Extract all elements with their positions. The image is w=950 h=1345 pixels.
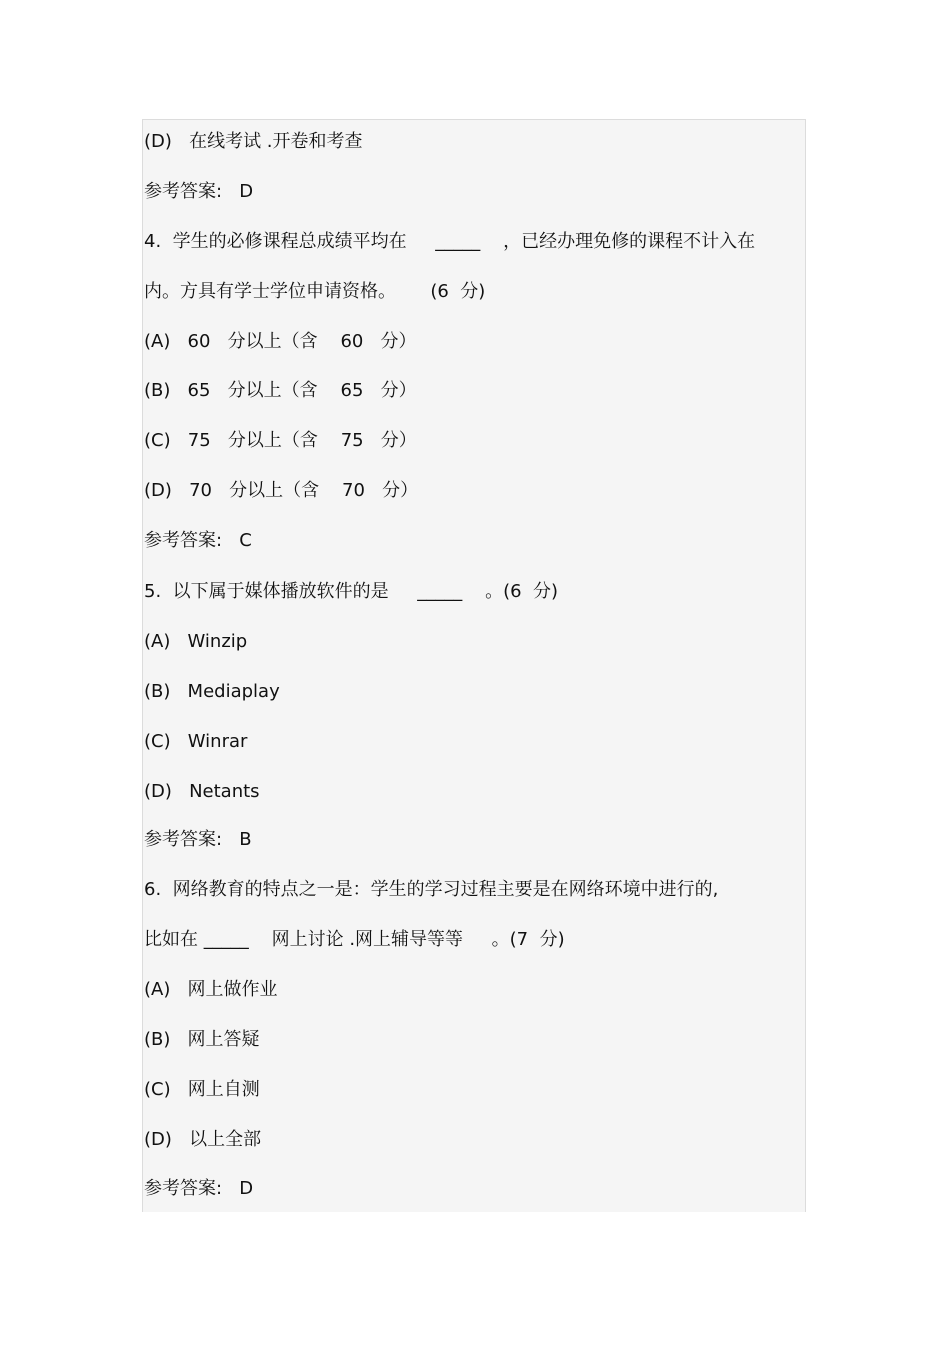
question-line: 比如在 _____ 网上讨论 .网上辅导等等 。(7 分)	[144, 929, 565, 950]
option-line: (C) Winrar	[144, 731, 248, 752]
question-line: 4. 学生的必修课程总成绩平均在 _____ ，已经办理免修的课程不计入在	[144, 231, 756, 252]
question-line: 5. 以下属于媒体播放软件的是 _____ 。(6 分)	[144, 581, 559, 602]
option-line: (D) 70 分以上（含 70 分）	[144, 480, 419, 501]
answer-line: 参考答案: B	[144, 829, 252, 850]
option-line: (D) Netants	[144, 781, 260, 802]
option-line: (A) Winzip	[144, 631, 248, 652]
option-line: (D) 在线考试 .开卷和考查	[144, 131, 363, 152]
question-line: 内。方具有学士学位申请资格。 (6 分)	[144, 281, 486, 302]
answer-line: 参考答案: D	[144, 1178, 254, 1199]
option-line: (B) Mediaplay	[144, 681, 280, 702]
answer-line: 参考答案: D	[144, 181, 254, 202]
option-line: (B) 网上答疑	[144, 1029, 260, 1050]
answer-line: 参考答案: C	[144, 530, 252, 551]
option-line: (C) 75 分以上（含 75 分）	[144, 430, 417, 451]
question-line: 6. 网络教育的特点之一是：学生的学习过程主要是在网络环境中进行的,	[144, 879, 719, 900]
option-line: (D) 以上全部	[144, 1129, 262, 1150]
option-line: (B) 65 分以上（含 65 分）	[144, 380, 417, 401]
option-line: (C) 网上自测	[144, 1079, 260, 1100]
option-line: (A) 网上做作业	[144, 979, 278, 1000]
option-line: (A) 60 分以上（含 60 分）	[144, 331, 417, 352]
